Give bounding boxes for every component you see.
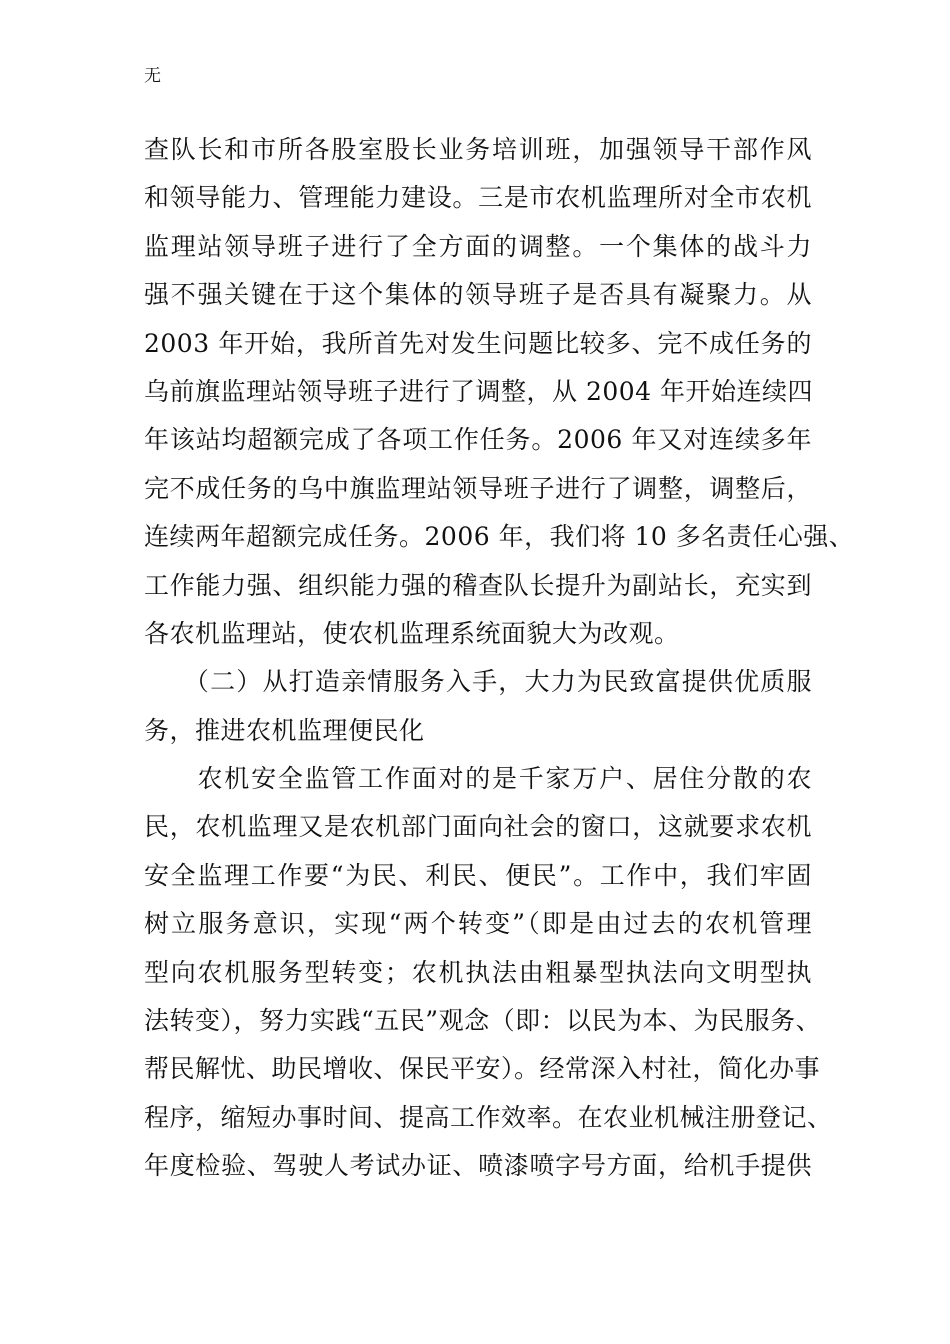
text-line: 乌前旗监理站领导班子进行了调整，从 2004 年开始连续四: [144, 376, 814, 406]
text-line: 民，农机监理又是农机部门面向社会的窗口，这就要求农机: [144, 812, 812, 842]
body-text: [144, 126, 855, 1191]
text-line: 年度检验、驾驶人考试办证、喷漆喷字号方面，给机手提供: [144, 1151, 812, 1181]
text-line: 2003 年开始，我所首先对发生问题比较多、完不成任务的: [144, 328, 812, 358]
text-line: 和领导能力、管理能力建设。三是市农机监理所对全市农机: [144, 183, 812, 213]
text-line: 连续两年超额完成任务。2006 年，我们将 10 多名责任心强、: [144, 522, 855, 552]
text-line: 安全监理工作要“为民、利民、便民”。工作中，我们牢固: [144, 860, 812, 890]
page-header-mark: 无: [144, 66, 161, 86]
text-line: 帮民解忧、助民增收、保民平安）。经常深入村社，简化办事: [144, 1054, 821, 1084]
section-heading-line: （二）从打造亲情服务入手，大力为民致富提供优质服: [144, 667, 812, 697]
text-line: 树立服务意识，实现“两个转变”（即是由过去的农机管理: [144, 909, 812, 939]
text-line: 工作能力强、组织能力强的稽查队长提升为副站长，充实到: [144, 570, 812, 600]
text-line: 查队长和市所各股室股长业务培训班，加强领导干部作风: [144, 135, 812, 164]
text-line: 强不强关键在于这个集体的领导班子是否具有凝聚力。从: [144, 280, 812, 310]
text-line: 法转变），努力实践“五民”观念（即：以民为本、为民服务、: [144, 1006, 822, 1036]
text-line: 年该站均超额完成了各项工作任务。2006 年又对连续多年: [144, 425, 812, 455]
paragraph-end-line: 各农机监理站，使农机监理系统面貌大为改观。: [144, 618, 680, 648]
text-line: 完不成任务的乌中旗监理站领导班子进行了调整，调整后，: [144, 473, 812, 503]
text-line: 型向农机服务型转变；农机执法由粗暴型执法向文明型执: [144, 957, 812, 987]
text-line: 农机安全监管工作面对的是千家万户、居住分散的农: [144, 764, 812, 794]
text-line: 程序，缩短办事时间、提高工作效率。在农业机械注册登记、: [144, 1102, 833, 1132]
text-line: 监理站领导班子进行了全方面的调整。一个集体的战斗力: [144, 231, 812, 261]
section-heading-line: 务，推进农机监理便民化: [144, 715, 425, 745]
